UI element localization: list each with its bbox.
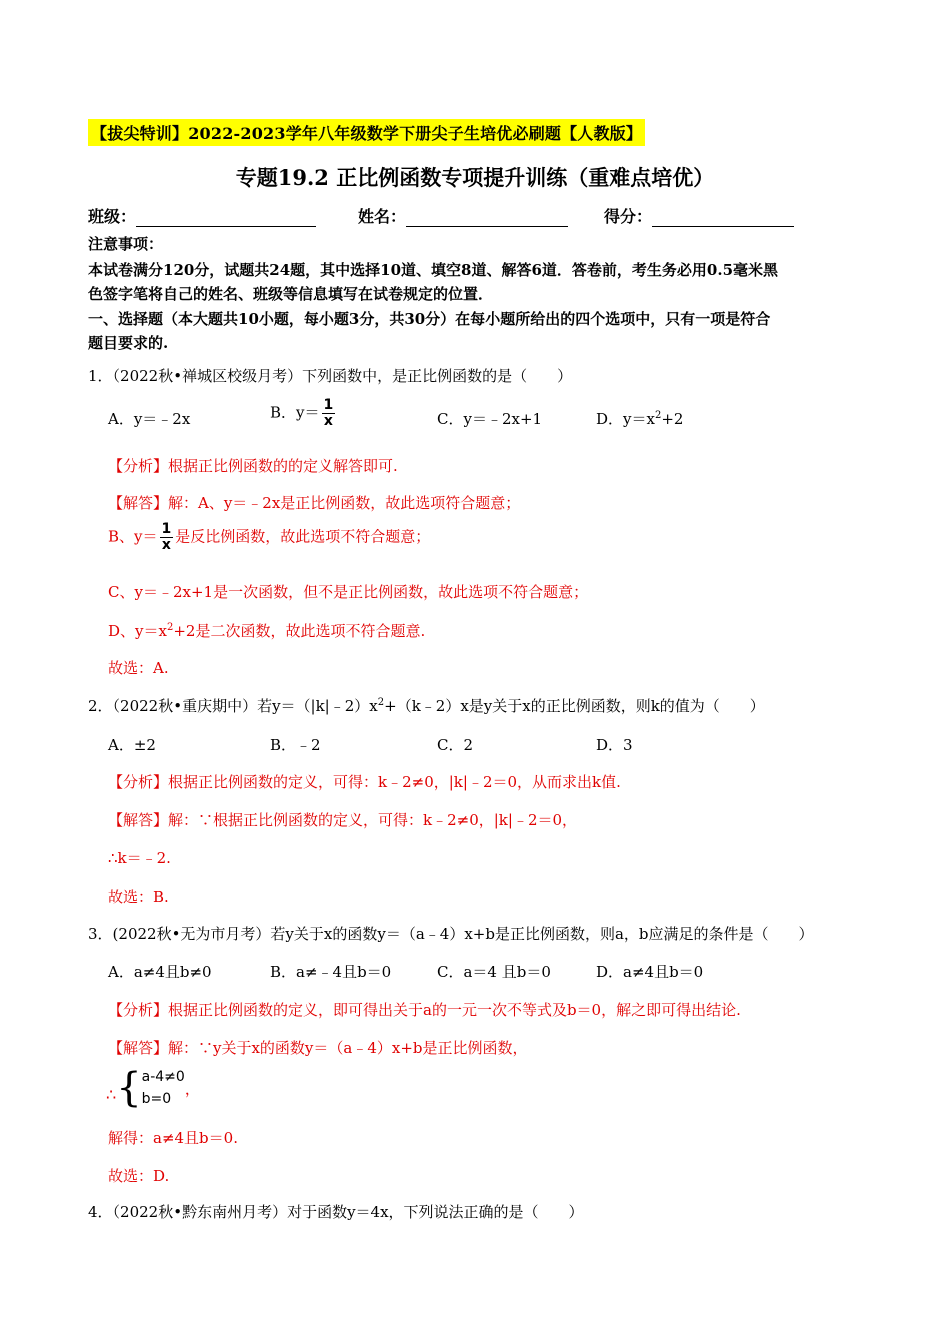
question-3-stem: 3．(2022秋•无为市月考）若y关于x的函数y＝（a﹣4）x+b是正比例函数，则a，b应满足的条件是（ ） xyxy=(88,925,814,943)
q1-answer-b-label: B、y＝ xyxy=(108,527,158,546)
q1-option-b xyxy=(270,398,337,429)
section-heading-line2: 题目要求的. xyxy=(88,334,169,352)
q3-solve: 解得：a≠4且b＝0. xyxy=(108,1129,238,1147)
q1-option-c: C．y＝﹣2x+1 xyxy=(437,410,543,428)
fraction-numerator: 1 xyxy=(323,397,334,413)
question-2-stem xyxy=(88,695,765,716)
superscript: 2 xyxy=(654,410,662,421)
superscript: 2 xyxy=(166,622,174,633)
q3-answer: 【解答】解：∵y关于x的函数y＝（a﹣4）x+b是正比例函数， xyxy=(108,1039,528,1057)
fraction-denominator: x xyxy=(161,537,171,553)
q1-option-d xyxy=(596,408,683,429)
fraction xyxy=(160,522,174,553)
q2-choice: 故选：B. xyxy=(108,888,169,906)
q1-option-d-tail: +2 xyxy=(661,410,684,428)
superscript: 2 xyxy=(377,697,385,708)
q2-analysis: 【分析】根据正比例函数的定义，可得：k﹣2≠0，|k|﹣2＝0，从而求出k值. xyxy=(108,773,621,791)
q1-choice: 故选：A. xyxy=(108,659,169,677)
q3-option-b: B．a≠﹣4且b＝0 xyxy=(270,963,392,981)
q1-option-d-base: D．y＝x xyxy=(596,410,655,428)
q3-option-c: C．a＝4 且b＝0 xyxy=(437,963,551,981)
q1-answer-c: C、y＝﹣2x+1是一次函数，但不是正比例函数，故此选项不符合题意； xyxy=(108,583,589,601)
q2-option-d: D．3 xyxy=(596,736,633,754)
q2-answer: 【解答】解：∵根据正比例函数的定义，可得：k﹣2≠0，|k|﹣2＝0， xyxy=(108,811,578,829)
q2-option-c: C．2 xyxy=(437,736,474,754)
q1-answer-a: 【解答】解：A、y＝﹣2x是正比例函数，故此选项符合题意； xyxy=(108,494,521,512)
class-label: 班级： xyxy=(88,207,137,226)
notice-body-line2: 色签字笔将自己的姓名、班级等信息填写在试卷规定的位置． xyxy=(88,285,494,303)
score-label: 得分： xyxy=(604,207,653,226)
therefore-symbol: ∴ xyxy=(106,1084,117,1104)
left-brace-icon: { xyxy=(116,1065,142,1111)
header-banner: 【拔尖特训】2022-2023学年八年级数学下册尖子生培优必刷题【人教版】 xyxy=(88,119,645,146)
question-4-stem: 4．（2022秋•黔东南州月考）对于函数y＝4x，下列说法正确的是（ ） xyxy=(88,1203,584,1221)
fraction-numerator: 1 xyxy=(161,521,172,537)
fraction-denominator: x xyxy=(323,413,333,429)
equation-lines xyxy=(142,1066,185,1110)
class-field[interactable] xyxy=(136,208,316,227)
q1-answer-d-base: D、y＝x xyxy=(108,622,167,640)
equation-line-2: b=0 xyxy=(141,1091,172,1107)
q1-analysis: 【分析】根据正比例函数的的定义解答即可. xyxy=(108,457,398,475)
equation-comma: ， xyxy=(184,1079,200,1098)
notice-body-line1: 本试卷满分120分，试题共24题，其中选择10道、填空8道、解答6道．答卷前，考生务必用0.5毫米黑 xyxy=(88,261,779,279)
section-heading-line1: 一、选择题（本大题共10小题，每小题3分，共30分）在每小题所给出的四个选项中，只有一项是符合 xyxy=(88,310,771,328)
page-title: 专题19.2 正比例函数专项提升训练（重难点培优） xyxy=(235,165,715,190)
q3-option-a: A．a≠4且b≠0 xyxy=(108,963,212,981)
q3-analysis: 【分析】根据正比例函数的定义，即可得出关于a的一元一次不等式及b＝0，解之即可得出结论. xyxy=(108,1001,741,1019)
q2-stem-start: 2．（2022秋•重庆期中）若y＝（|k|﹣2）x xyxy=(88,697,378,715)
name-field[interactable] xyxy=(406,208,568,227)
q3-equation-system xyxy=(106,1063,200,1113)
name-label: 姓名： xyxy=(358,207,407,226)
question-1-stem: 1．（2022秋•禅城区校级月考）下列函数中，是正比例函数的是（ ） xyxy=(88,367,573,385)
q1-answer-b xyxy=(108,522,430,553)
q2-stem-end: +（k﹣2）x是y关于x的正比例函数，则k的值为（ ） xyxy=(384,697,765,715)
q2-therefore: ∴k＝﹣2. xyxy=(108,849,171,867)
equation-line-1: a-4≠0 xyxy=(141,1069,185,1085)
q1-option-a: A．y＝﹣2x xyxy=(108,410,191,428)
q1-answer-d xyxy=(108,620,425,641)
notice-heading: 注意事项： xyxy=(88,235,164,253)
q1-option-b-label: B．y＝ xyxy=(270,403,320,422)
fraction xyxy=(322,398,336,429)
q3-option-d: D．a≠4且b＝0 xyxy=(596,963,704,981)
q3-choice: 故选：D. xyxy=(108,1167,170,1185)
q2-option-b: B．﹣2 xyxy=(270,736,321,754)
q1-answer-d-text: +2是二次函数，故此选项不符合题意. xyxy=(173,622,426,640)
score-field[interactable] xyxy=(652,208,794,227)
q2-option-a: A．±2 xyxy=(108,736,156,754)
q1-answer-b-text: 是反比例函数，故此选项不符合题意； xyxy=(175,527,431,546)
